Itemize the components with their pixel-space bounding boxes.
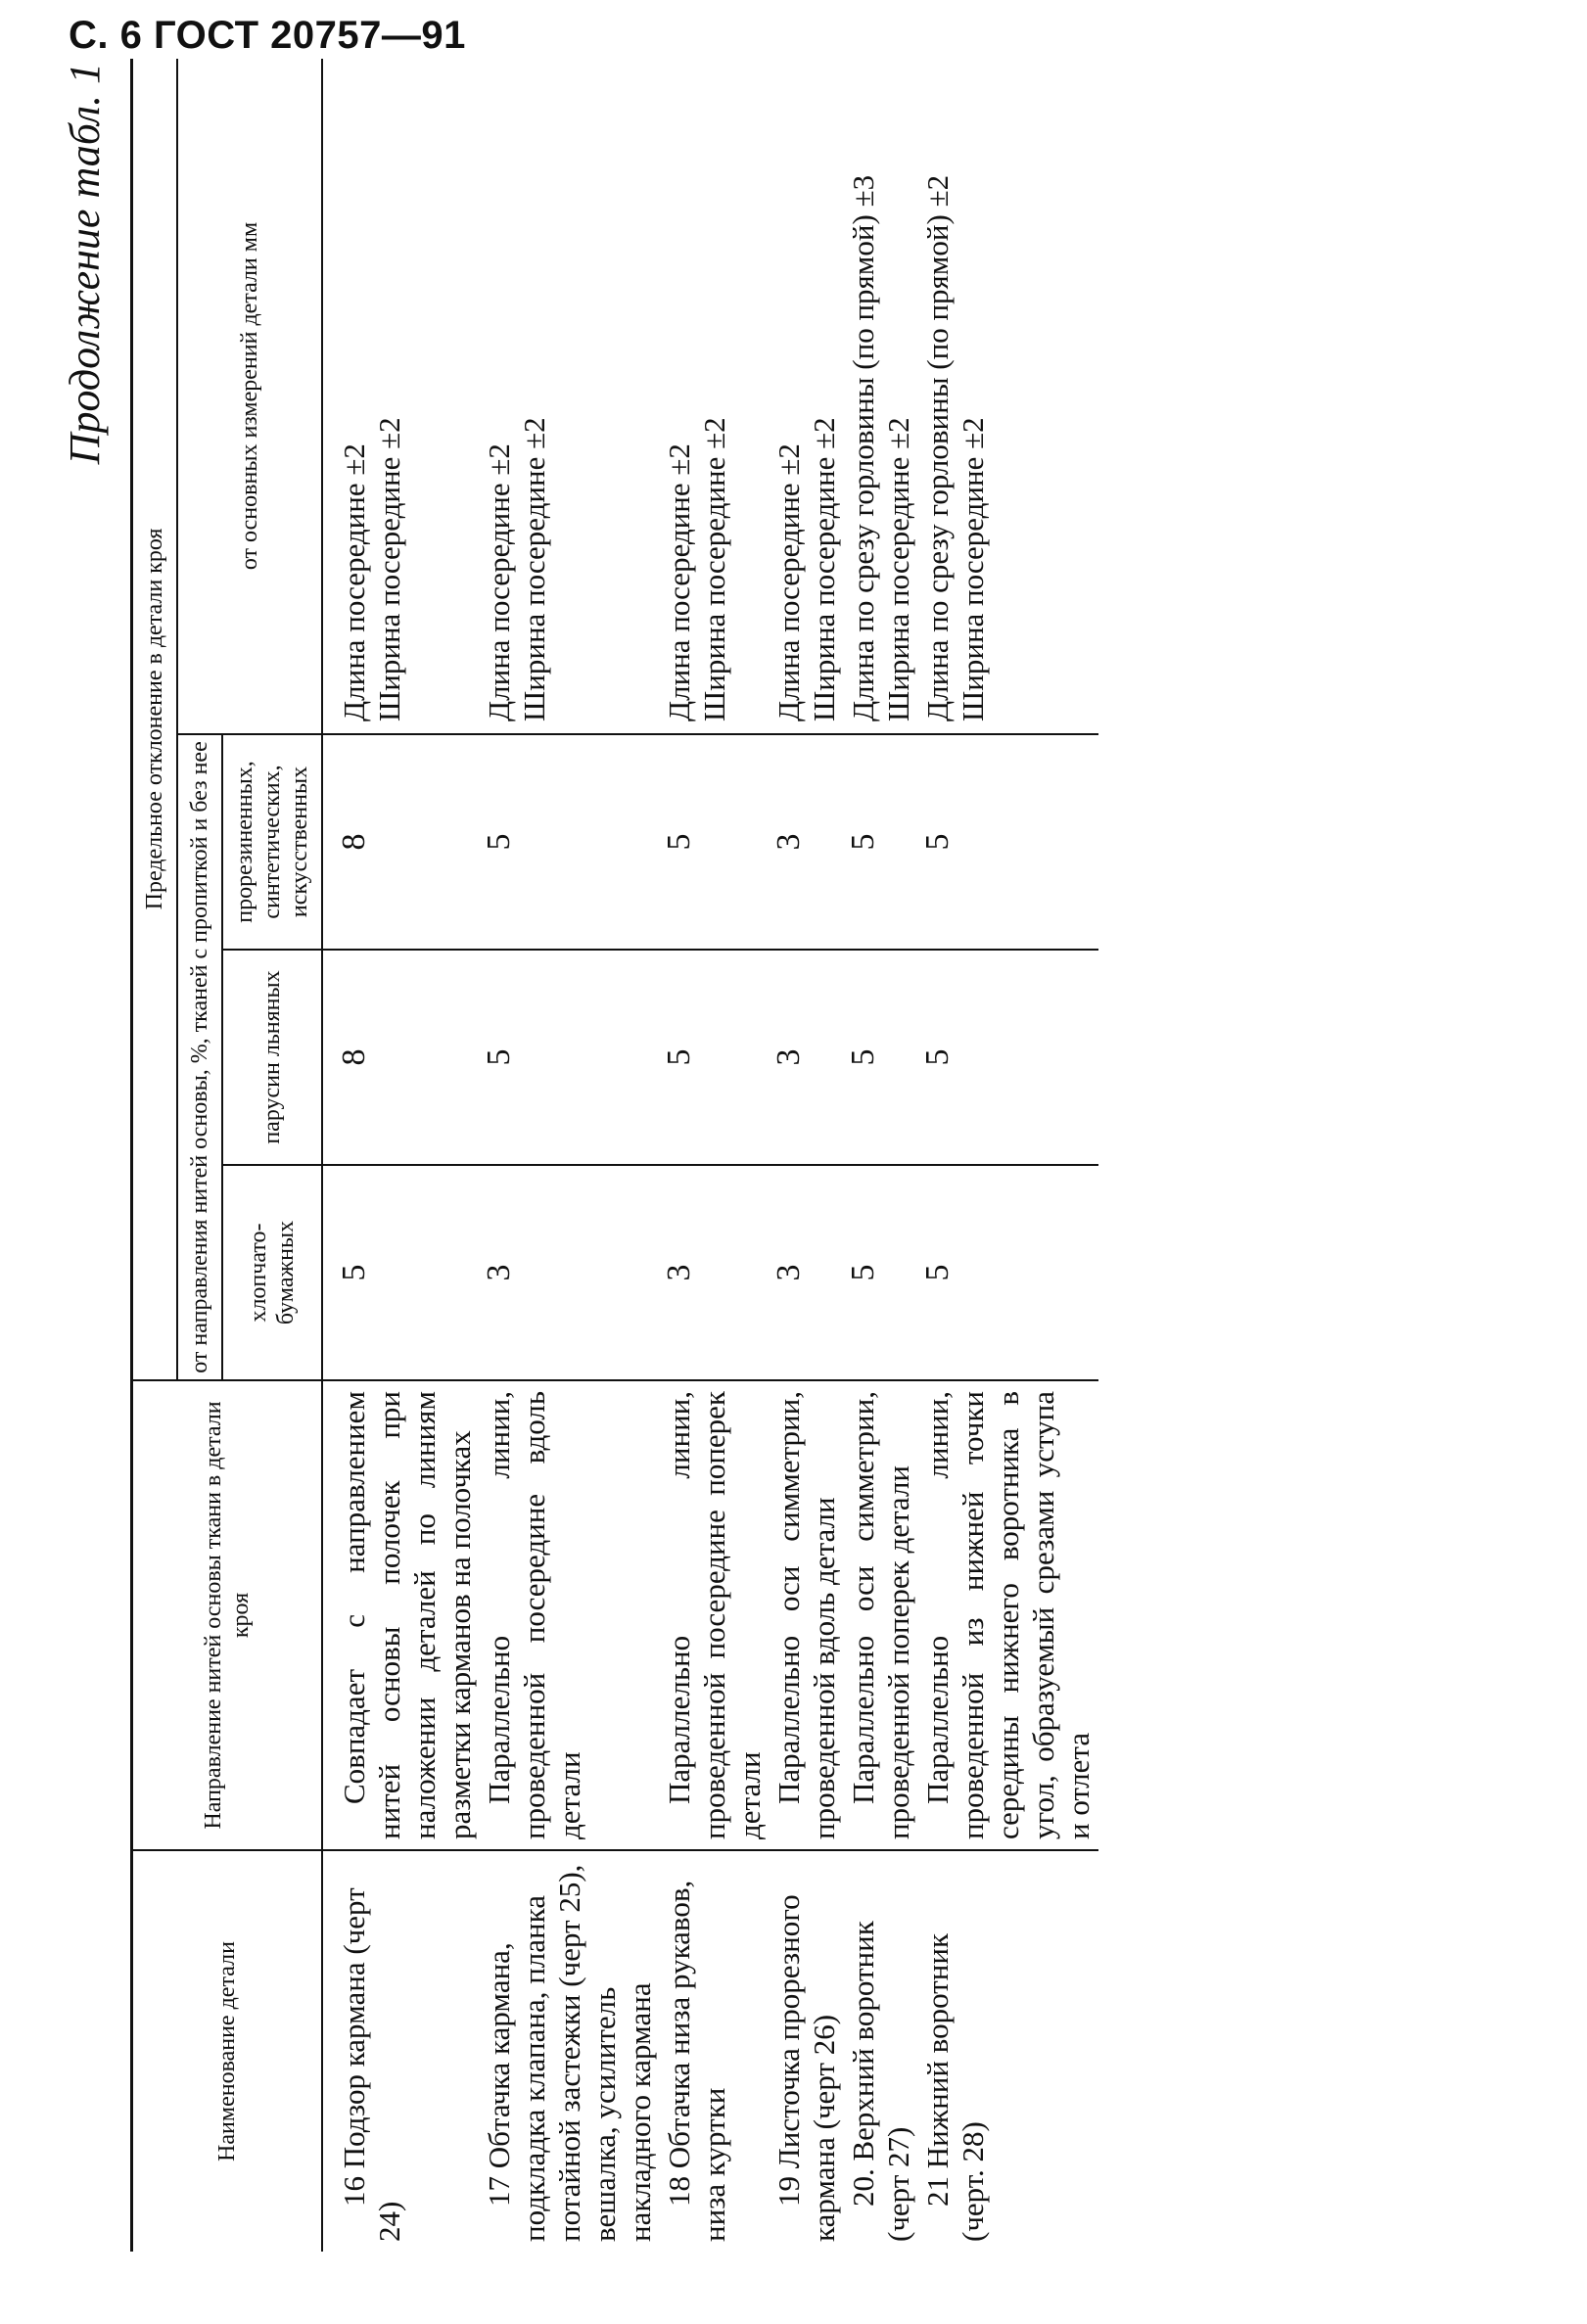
cell-cotton: 3 (660, 1165, 770, 1380)
cell-canvas: 3 (770, 950, 844, 1165)
col-header-from-thread: от направления нитей основы, %, тканей с пропиткой и без нее (177, 734, 222, 1380)
cell-cotton: 5 (322, 1165, 480, 1380)
cell-canvas: 5 (660, 950, 770, 1165)
measure-line: Ширина посередине ±2 (517, 417, 551, 721)
table-row (660, 59, 770, 2252)
cell-direction: Параллельно линии, проведенной посередине поперек детали (660, 1380, 770, 1850)
cell-synthetic: 5 (480, 734, 660, 950)
col-header-cotton: хлопчато-бумажных (222, 1165, 322, 1380)
col-header-deviation: Предельное отклонение в детали кроя (132, 59, 178, 1380)
measure-line: Ширина посередине ±2 (881, 417, 915, 721)
cell-canvas: 5 (844, 950, 918, 1165)
measure-line: Ширина посередине ±2 (956, 417, 990, 721)
cell-cotton: 3 (770, 1165, 844, 1380)
measure-line: Длина посередине ±2 (771, 443, 806, 721)
cell-synthetic: 5 (844, 734, 918, 950)
cell-measure (844, 59, 918, 734)
cell-canvas: 5 (918, 950, 1098, 1165)
table-row (322, 59, 480, 2252)
cell-name: 21 Нижний воротник (черт. 28) (920, 1933, 990, 2242)
col-header-synthetic: прорезиненных, синтетических, искусственных (222, 734, 322, 950)
cell-cotton: 3 (480, 1165, 660, 1380)
header-row-1 (132, 59, 178, 2252)
table-row (918, 59, 1098, 2252)
cell-synthetic: 5 (918, 734, 1098, 950)
table-row (480, 59, 660, 2252)
cell-name: 20. Верхний воротник (черт 27) (846, 1921, 915, 2242)
cell-cotton: 5 (918, 1165, 1098, 1380)
cell-cotton: 5 (844, 1165, 918, 1380)
cell-measure (322, 59, 480, 734)
cell-synthetic: 8 (322, 734, 480, 950)
cell-direction: Параллельно оси симметрии, проведенной поперек детали (844, 1380, 918, 1850)
specification-table (130, 59, 1098, 2252)
table-row (844, 59, 918, 2252)
measure-line: Ширина посередине ±2 (372, 417, 406, 721)
cell-canvas: 8 (322, 950, 480, 1165)
cell-direction: Параллельно линии, проведенной из нижней точки середины нижнего воротника в угол, образуемый срезами уступа и отлета (918, 1380, 1098, 1850)
cell-name: 19 Листочка прорезного кармана (черт 26) (771, 1894, 841, 2242)
cell-name: 17 Обтачка кармана, подкладка клапана, планка потайной застежки (черт 25), вешалка, усилитель накладного кармана (482, 1864, 657, 2242)
cell-direction: Параллельно линии, проведенной посередине вдоль детали (480, 1380, 660, 1850)
cell-measure (660, 59, 770, 734)
cell-synthetic: 5 (660, 734, 770, 950)
col-header-direction: Направление нитей основы ткани в детали кроя (132, 1380, 323, 1850)
measure-line: Длина посередине ±2 (662, 443, 696, 721)
cell-name: 16 Подзор кармана (черт 24) (337, 1887, 406, 2242)
cell-measure (918, 59, 1098, 734)
rotated-table-block (54, 59, 1346, 2252)
cell-synthetic: 3 (770, 734, 844, 950)
col-header-name: Наименование детали (132, 1850, 323, 2252)
cell-measure (480, 59, 660, 734)
col-header-canvas: парусин льняных (222, 950, 322, 1165)
table-row (770, 59, 844, 2252)
cell-direction: Совпадает с направлением нитей основы полочек при наложении деталей по линиям разметки карманов на полочках (322, 1380, 480, 1850)
measure-line: Ширина посередине ±2 (807, 417, 841, 721)
measure-line: Ширина посередине ±2 (697, 417, 731, 721)
cell-measure (770, 59, 844, 734)
col-header-from-measure: от основных измерений детали мм (177, 59, 322, 734)
cell-name: 18 Обтачка низа рукавов, низа куртки (662, 1880, 731, 2242)
cell-canvas: 5 (480, 950, 660, 1165)
measure-line: Длина по срезу горловины (по прямой) ±3 (846, 174, 880, 721)
measure-line: Длина по срезу горловины (по прямой) ±2 (920, 174, 955, 721)
measure-line: Длина посередине ±2 (337, 443, 371, 721)
page-header: С. 6 ГОСТ 20757—91 (69, 14, 466, 57)
table-caption: Продолжение табл. 1 (61, 63, 109, 465)
measure-line: Длина посередине ±2 (482, 443, 516, 721)
cell-direction: Параллельно оси симметрии, проведенной вдоль детали (770, 1380, 844, 1850)
